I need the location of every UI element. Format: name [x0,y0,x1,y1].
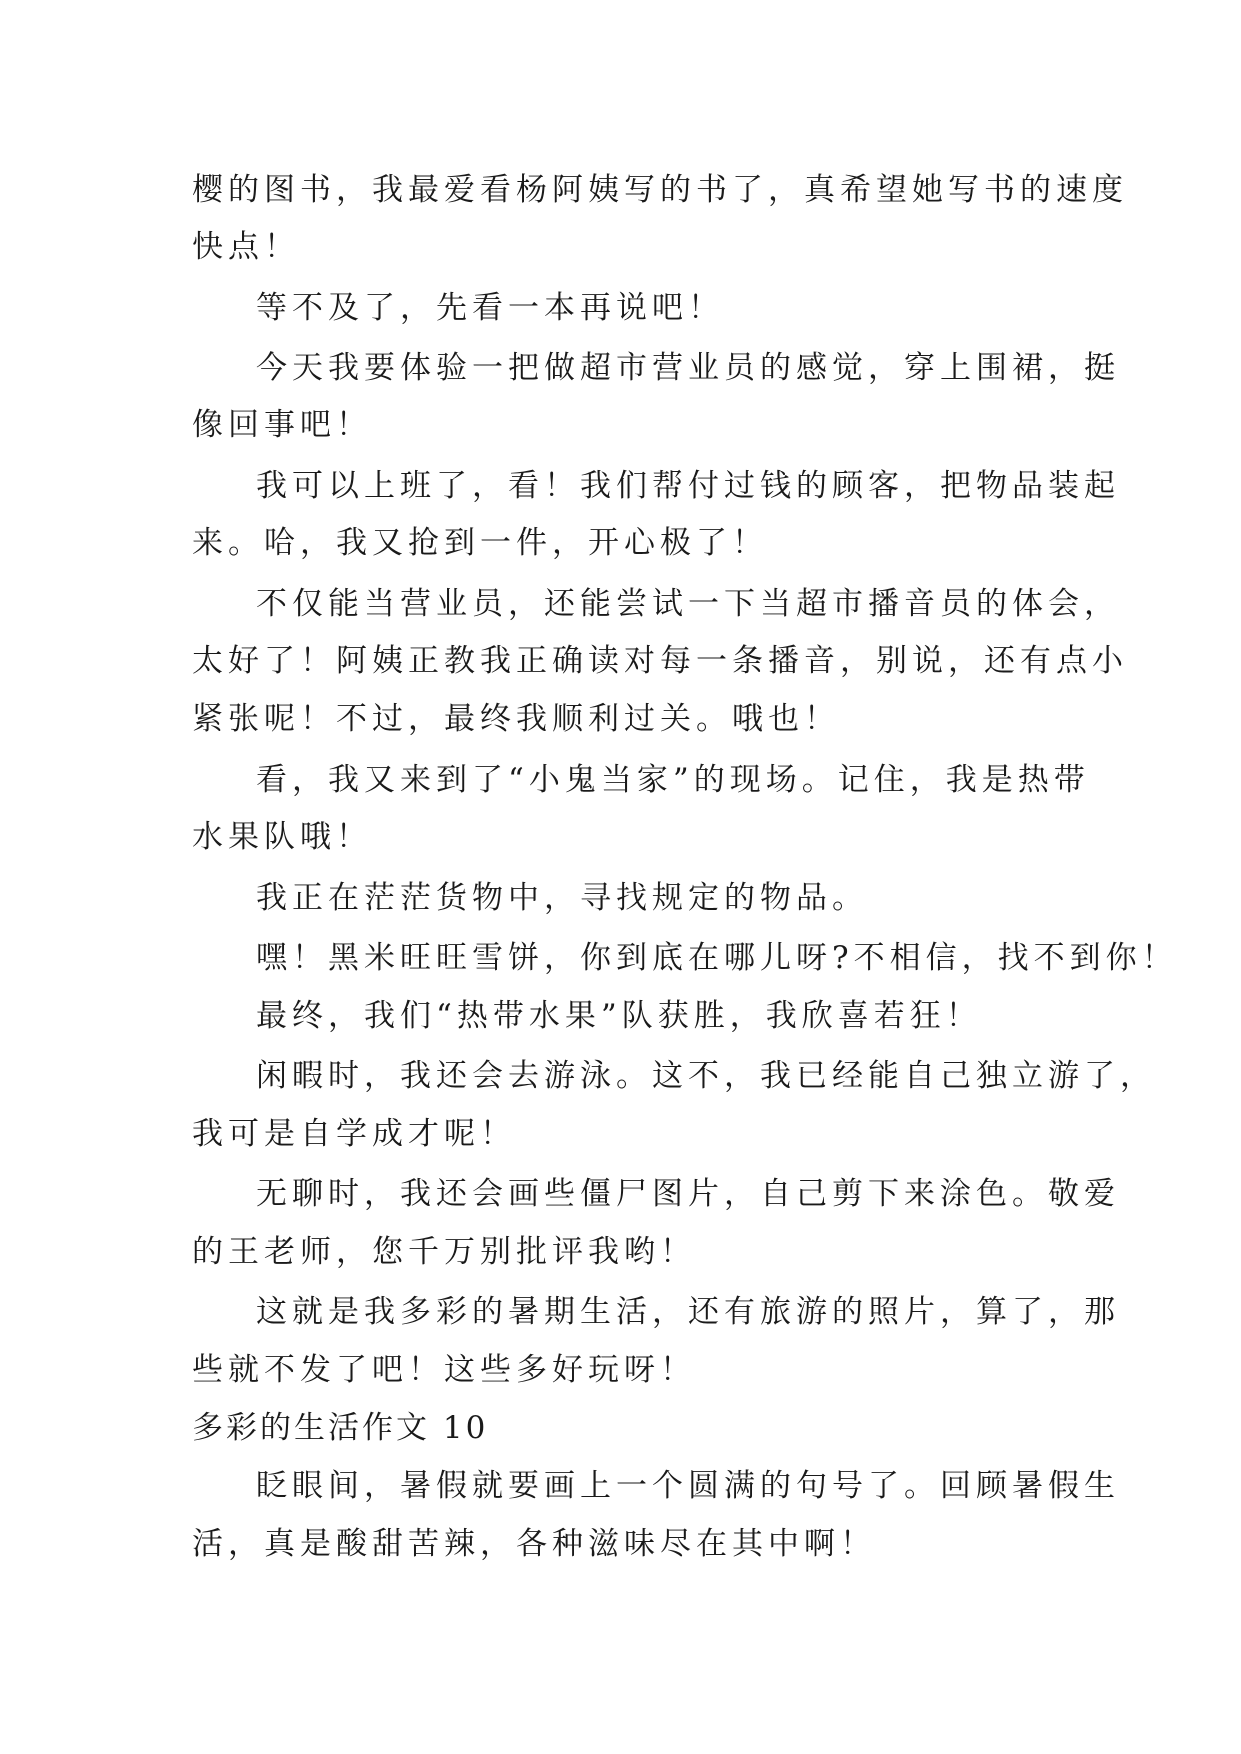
paragraph-line: 等不及了，先看一本再说吧！ [256,290,724,326]
paragraph-line: 看，我又来到了“小鬼当家”的现场。记住，我是热带 [256,762,1090,798]
paragraph-line: 水果队哦！ [192,819,372,855]
paragraph-line: 像回事吧！ [192,407,372,443]
paragraph-line: 无聊时，我还会画些僵尸图片，自己剪下来涂色。敬爱 [256,1176,1120,1212]
paragraph-line: 来。哈，我又抢到一件，开心极了！ [192,525,768,561]
paragraph-line: 我可是自学成才呢！ [192,1116,516,1152]
paragraph-line: 太好了！阿姨正教我正确读对每一条播音，别说，还有点小 [192,643,1128,679]
paragraph-line: 最终，我们“热带水果”队获胜，我欣喜若狂！ [256,998,982,1034]
paragraph-line: 快点！ [192,229,300,265]
paragraph-line: 不仅能当营业员，还能尝试一下当超市播音员的体会， [256,586,1120,622]
paragraph-line: 我正在茫茫货物中，寻找规定的物品。 [256,880,868,916]
paragraph-line: 今天我要体验一把做超市营业员的感觉，穿上围裙，挺 [256,350,1120,386]
paragraph-line: 活，真是酸甜苦辣，各种滋味尽在其中啊！ [192,1526,876,1562]
paragraph-line: 我可以上班了，看！我们帮付过钱的顾客，把物品装起 [256,468,1120,504]
paragraph-line: 的王老师，您千万别批评我哟！ [192,1234,696,1270]
paragraph-line: 闲暇时，我还会去游泳。这不，我已经能自己独立游了， [256,1058,1156,1094]
paragraph-line: 紧张呢！不过，最终我顺利过关。哦也！ [192,701,840,737]
section-heading: 多彩的生活作文 10 [192,1410,489,1446]
paragraph-line: 些就不发了吧！这些多好玩呀！ [192,1352,696,1388]
paragraph-line: 樱的图书，我最爱看杨阿姨写的书了，真希望她写书的速度 [192,172,1128,208]
paragraph-line: 眨眼间，暑假就要画上一个圆满的句号了。回顾暑假生 [256,1468,1120,1504]
paragraph-line: 嘿！黑米旺旺雪饼，你到底在哪儿呀?不相信，找不到你！ [256,940,1178,976]
paragraph-line: 这就是我多彩的暑期生活，还有旅游的照片，算了，那 [256,1294,1120,1330]
